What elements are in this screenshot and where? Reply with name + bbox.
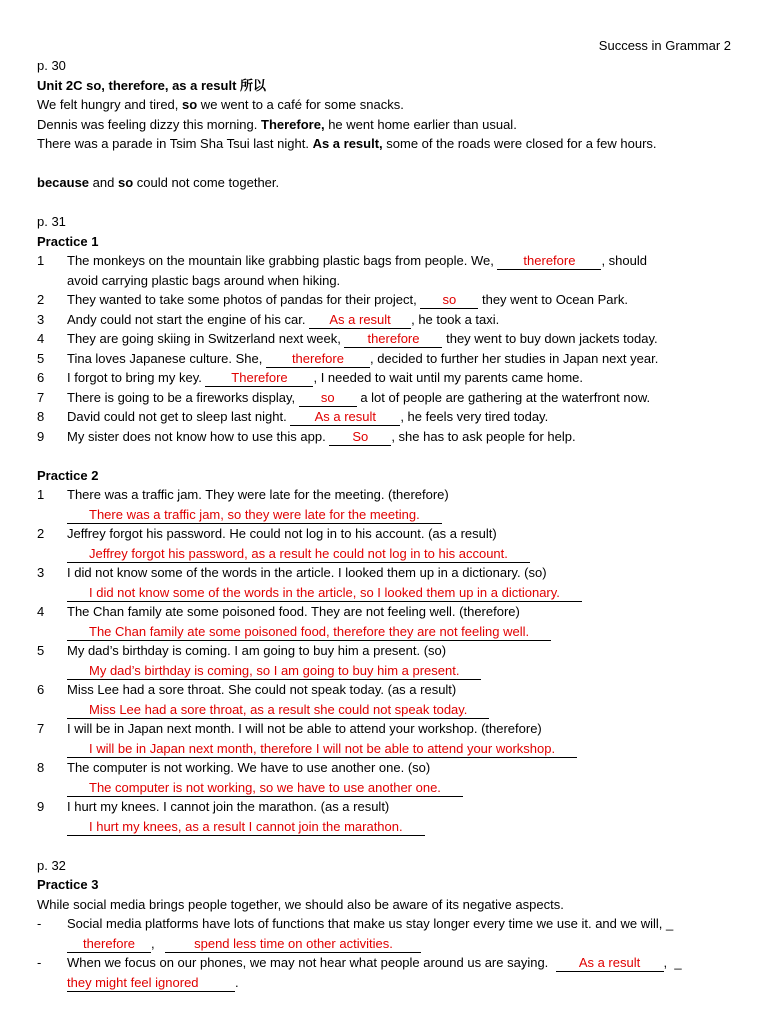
answer-blank: So [329, 430, 391, 446]
practice-1-item: 4 They are going skiing in Switzerland next week, therefore they went to buy down jackets today. [37, 331, 658, 346]
practice-2-question: 7 I will be in Japan next month. I will not be able to attend your workshop. (therefore) [37, 721, 542, 736]
answer-sentence: The Chan family ate some poisoned food, therefore they are not feeling well. [67, 625, 551, 641]
practice-2-question: 5 My dad’s birthday is coming. I am going to buy him a present. (so) [37, 643, 447, 658]
practice-2-answer-line [37, 817, 737, 837]
page-number-31: p. 31 [37, 214, 66, 229]
practice-2-answer-line [37, 739, 737, 759]
practice-2-answer-line [37, 661, 737, 681]
practice-2-question: 4 The Chan family ate some poisoned food. They are not feeling well. (therefore) [37, 604, 520, 619]
answer-blank: As a result [309, 313, 411, 329]
practice-3-item-answers: therefore , spend less time on other activities. [37, 934, 737, 954]
example-sentence-1: We felt hungry and tired, so we went to a café for some snacks. [37, 97, 404, 112]
practice-2-title: Practice 2 [37, 467, 99, 483]
answer-blank: spend less time on other activities. [165, 937, 421, 953]
practice-1-title: Practice 1 [37, 233, 99, 249]
page-number-30: p. 30 [37, 58, 66, 73]
practice-2-answer-line [37, 544, 737, 564]
practice-3-item-answers: they might feel ignored . [67, 974, 239, 990]
answer-blank: so [420, 293, 478, 309]
practice-2-answer-line [37, 700, 737, 720]
practice-2-question: 3 I did not know some of the words in the article. I looked them up in a dictionary. (so) [37, 565, 547, 580]
practice-1-item: 8 David could not get to sleep last night. As a result , he feels very tired today. [37, 409, 549, 424]
example-sentence-3: There was a parade in Tsim Sha Tsui last night. As a result, some of the roads were closed for a few hours. [37, 136, 657, 151]
practice-1-item: 7 There is going to be a fireworks display, so a lot of people are gathering at the waterfront now. [37, 389, 651, 405]
book-title: Success in Grammar 2 [598, 38, 731, 53]
answer-blank: therefore [497, 254, 601, 270]
practice-2-answer-line [37, 778, 737, 798]
answer-blank: so [299, 391, 357, 407]
answer-sentence: There was a traffic jam, so they were late for the meeting. [67, 508, 442, 524]
answer-sentence: The computer is not working, so we have to use another one. [67, 781, 463, 797]
example-sentence-2: Dennis was feeling dizzy this morning. Therefore, he went home earlier than usual. [37, 116, 517, 132]
practice-3-title: Practice 3 [37, 877, 99, 892]
answer-sentence: Jeffrey forgot his password, as a result he could not log in to his account. [67, 547, 530, 563]
practice-3-intro: While social media brings people together, we should also be aware of its negative aspects. [37, 896, 564, 912]
unit-title: Unit 2C so, therefore, as a result 所以 [37, 77, 267, 93]
practice-2-question: 2 Jeffrey forgot his password. He could not log in to his account. (as a result) [37, 526, 497, 541]
practice-1-item: 5 Tina loves Japanese culture. She, therefore , decided to further her studies in Japan next year. [37, 350, 659, 366]
answer-sentence: I hurt my knees, as a result I cannot join the marathon. [67, 820, 425, 836]
page-number-32: p. 32 [37, 857, 66, 873]
answer-blank: Therefore [205, 371, 313, 387]
answer-sentence: Miss Lee had a sore throat, as a result she could not speak today. [67, 703, 489, 719]
practice-1-item: 6 I forgot to bring my key. Therefore , I needed to wait until my parents came home. [37, 370, 584, 385]
answer-blank: As a result [556, 956, 664, 972]
practice-2-answer-line [37, 505, 737, 525]
answer-blank: therefore [67, 937, 151, 953]
practice-2-question: 6 Miss Lee had a sore throat. She could not speak today. (as a result) [37, 682, 457, 697]
answer-blank: As a result [290, 410, 400, 426]
practice-1-item: 1 The monkeys on the mountain like grabbing plastic bags from people. We, therefore , should [37, 253, 647, 268]
answer-sentence: My dad’s birthday is coming, so I am going to buy him a present. [67, 664, 481, 680]
grammar-note: because and so could not come together. [37, 175, 280, 190]
practice-2-question: 9 I hurt my knees. I cannot join the marathon. (as a result) [37, 799, 390, 814]
practice-2-answer-line [37, 622, 737, 642]
answer-sentence: I did not know some of the words in the article, so I looked them up in a dictionary. [67, 586, 582, 602]
answer-blank: they might feel ignored [67, 976, 235, 992]
practice-2-answer-line [37, 583, 737, 603]
practice-2-question: 1 There was a traffic jam. They were late for the meeting. (therefore) [37, 487, 449, 502]
answer-sentence: I will be in Japan next month, therefore I will not be able to attend your workshop. [67, 742, 577, 758]
answer-blank: therefore [266, 352, 370, 368]
practice-2-question: 8 The computer is not working. We have to use another one. (so) [37, 760, 431, 775]
practice-3-item: - When we focus on our phones, we may not hear what people around us are saying. As a result , _ [37, 955, 682, 970]
practice-1-item-continuation: avoid carrying plastic bags around when hiking. [67, 272, 341, 288]
practice-1-item: 3 Andy could not start the engine of his car. As a result , he took a taxi. [37, 311, 500, 327]
answer-blank: therefore [344, 332, 442, 348]
practice-1-item: 9 My sister does not know how to use this app. So , she has to ask people for help. [37, 428, 576, 444]
practice-1-item: 2 They wanted to take some photos of pandas for their project, so they went to Ocean Park. [37, 292, 628, 307]
worksheet-content [37, 56, 737, 992]
practice-3-item: - Social media platforms have lots of functions that make us stay longer every time we use it. and we will, _ [37, 916, 674, 931]
